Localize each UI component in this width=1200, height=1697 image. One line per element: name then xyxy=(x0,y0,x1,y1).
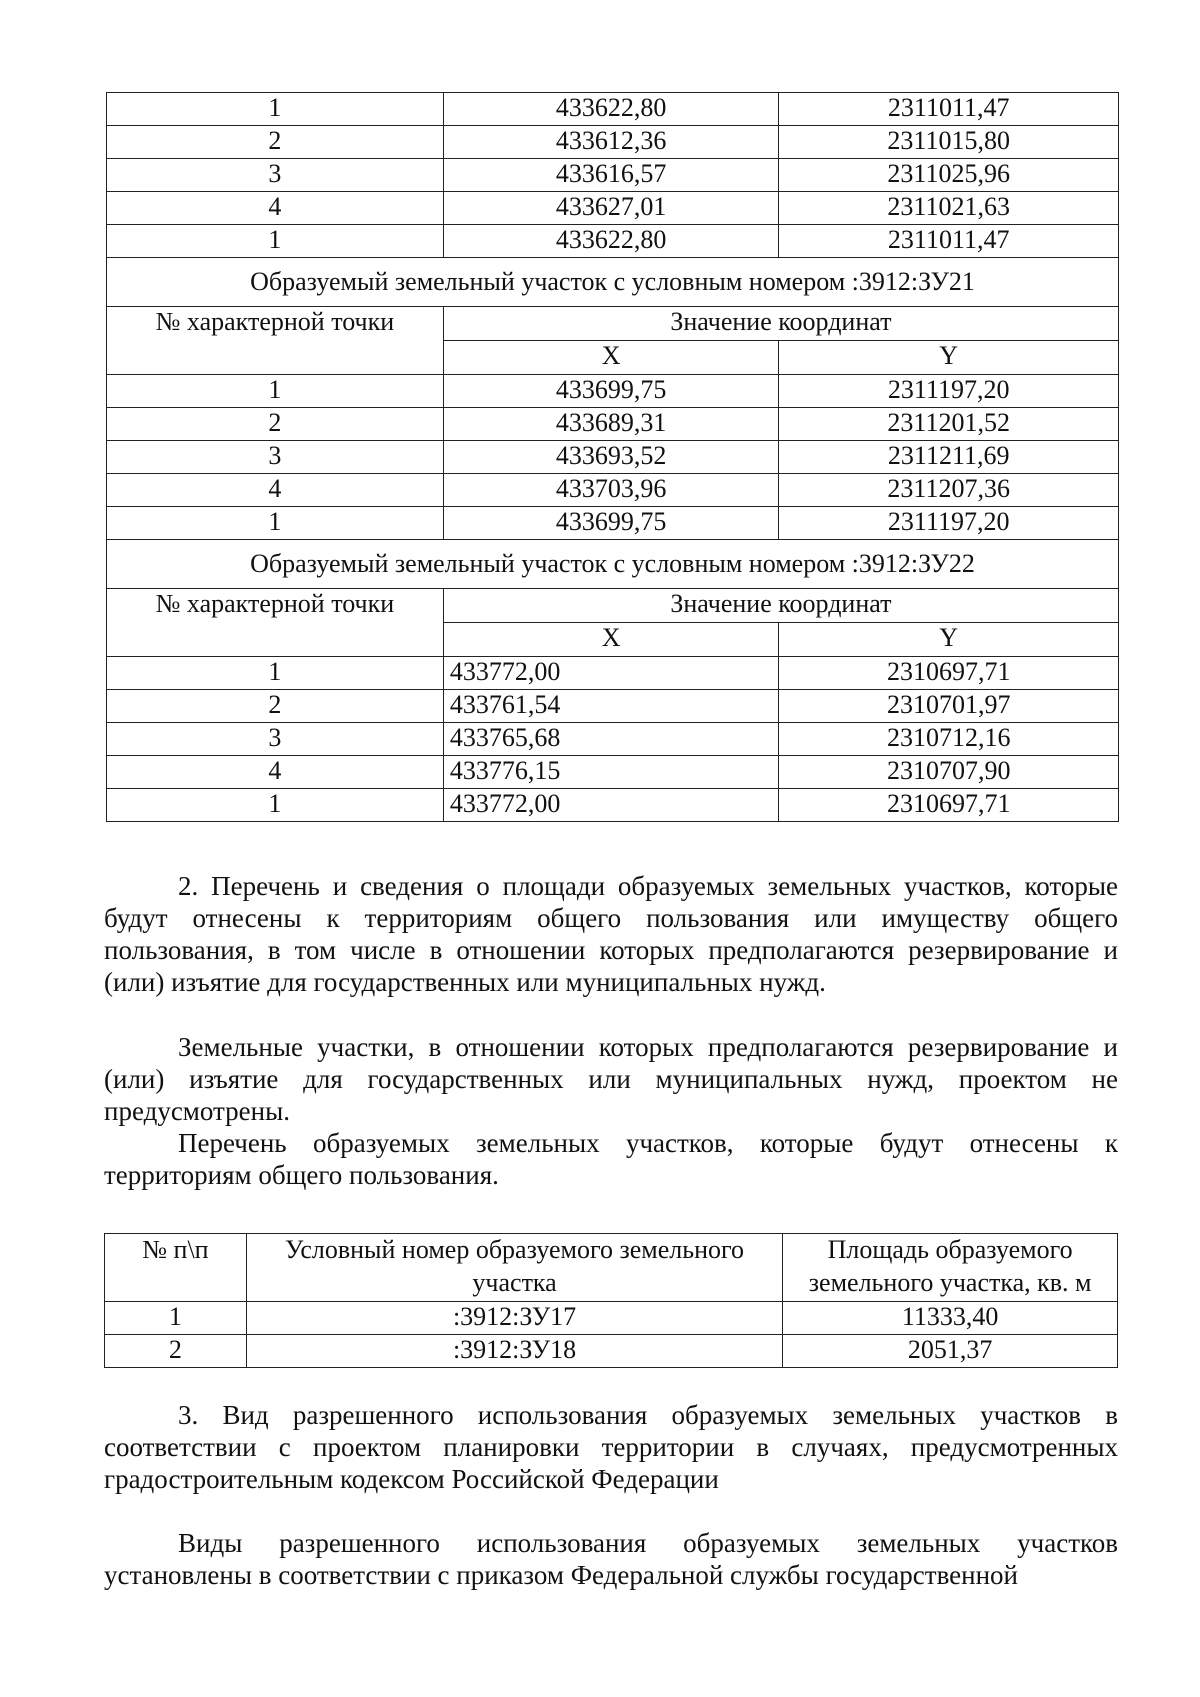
coord-x: 433612,36 xyxy=(443,126,779,159)
coord-x: 433627,01 xyxy=(443,192,779,225)
point-number: 2 xyxy=(107,126,444,159)
table-row xyxy=(107,507,1119,540)
coord-y: 2311201,52 xyxy=(779,408,1119,441)
table-row xyxy=(107,441,1119,474)
coords-column-header: Значение координат xyxy=(443,589,1118,623)
plot-number: :3912:ЗУ17 xyxy=(246,1302,782,1335)
coord-y: 2311211,69 xyxy=(779,441,1119,474)
point-number: 2 xyxy=(107,408,444,441)
coords-column-header: Значение координат xyxy=(443,307,1118,341)
section-3-paragraph-1: Виды разрешенного использования образуемых земельных участков установлены в соответствии с приказом Федеральной службы государственной xyxy=(104,1528,1118,1590)
coord-y: 2311197,20 xyxy=(779,375,1119,408)
table-row xyxy=(107,789,1119,822)
point-column-header: № характерной точки xyxy=(107,589,444,657)
coord-x: 433772,00 xyxy=(443,657,779,690)
public-plots-table xyxy=(104,1233,1118,1368)
coord-y: 2311011,47 xyxy=(779,225,1119,258)
coord-y: 2310701,97 xyxy=(779,690,1119,723)
point-number: 4 xyxy=(107,756,444,789)
coord-x: 433622,80 xyxy=(443,225,779,258)
coord-x: 433616,57 xyxy=(443,159,779,192)
section-2-heading: 2. Перечень и сведения о площади образуемых земельных участков, которые будут отнесены к территориям общего пользования или имуществу общего пользования, в том числе в отношении которых предполагаются резервирование и (или) изъятие для государственных или муниципальных нужд. xyxy=(104,871,1118,997)
table-row xyxy=(107,93,1119,126)
header-row xyxy=(105,1234,1118,1302)
table-row xyxy=(107,756,1119,789)
coord-x: 433772,00 xyxy=(443,789,779,822)
coord-x: 433765,68 xyxy=(443,723,779,756)
plot-area: 11333,40 xyxy=(783,1302,1118,1335)
coord-x: 433693,52 xyxy=(443,441,779,474)
row-number: 1 xyxy=(105,1302,247,1335)
coord-x: 433689,31 xyxy=(443,408,779,441)
coord-y: 2311025,96 xyxy=(779,159,1119,192)
point-number: 1 xyxy=(107,225,444,258)
coord-y: 2310712,16 xyxy=(779,723,1119,756)
coord-y: 2311021,63 xyxy=(779,192,1119,225)
coord-y: 2311197,20 xyxy=(779,507,1119,540)
table-row xyxy=(107,375,1119,408)
point-number: 1 xyxy=(107,375,444,408)
point-number: 1 xyxy=(107,93,444,126)
coord-y: 2311207,36 xyxy=(779,474,1119,507)
section-2-paragraph-1: Земельные участки, в отношении которых предполагаются резервирование и (или) изъятие для государственных или муниципальных нужд, проектом не предусмотрены. xyxy=(104,1032,1118,1126)
num-column-header: № п\п xyxy=(105,1234,247,1302)
plot-title-zu22: Образуемый земельный участок с условным номером :3912:ЗУ22 xyxy=(107,540,1119,589)
header-row xyxy=(107,307,1119,341)
row-number: 2 xyxy=(105,1335,247,1368)
coord-y: 2310707,90 xyxy=(779,756,1119,789)
table-row xyxy=(107,192,1119,225)
x-column-header: X xyxy=(443,623,779,657)
coord-y: 2311011,47 xyxy=(779,93,1119,126)
coord-y: 2310697,71 xyxy=(779,657,1119,690)
coord-x: 433703,96 xyxy=(443,474,779,507)
table-row xyxy=(107,126,1119,159)
point-number: 1 xyxy=(107,789,444,822)
table-row xyxy=(107,159,1119,192)
y-column-header: Y xyxy=(779,623,1119,657)
section-3-heading: 3. Вид разрешенного использования образуемых земельных участков в соответствии с проектом планировки территории в случаях, предусмотренных градостроительным кодексом Российской Федерации xyxy=(104,1400,1118,1494)
coordinates-table xyxy=(106,92,1119,822)
plot-title-row xyxy=(107,258,1119,307)
plot-title-row xyxy=(107,540,1119,589)
table-row xyxy=(107,408,1119,441)
point-number: 1 xyxy=(107,657,444,690)
coord-y: 2310697,71 xyxy=(779,789,1119,822)
point-number: 3 xyxy=(107,723,444,756)
table-row xyxy=(107,474,1119,507)
point-number: 4 xyxy=(107,192,444,225)
header-row xyxy=(107,589,1119,623)
plot-column-header: Условный номер образуемого земельного участка xyxy=(246,1234,782,1302)
point-number: 4 xyxy=(107,474,444,507)
y-column-header: Y xyxy=(779,341,1119,375)
point-number: 1 xyxy=(107,507,444,540)
area-column-header: Площадь образуемого земельного участка, кв. м xyxy=(783,1234,1118,1302)
point-number: 3 xyxy=(107,159,444,192)
plot-area: 2051,37 xyxy=(783,1335,1118,1368)
x-column-header: X xyxy=(443,341,779,375)
coord-x: 433699,75 xyxy=(443,375,779,408)
coord-x: 433699,75 xyxy=(443,507,779,540)
table-row xyxy=(107,225,1119,258)
table-row xyxy=(107,657,1119,690)
point-number: 3 xyxy=(107,441,444,474)
coord-y: 2311015,80 xyxy=(779,126,1119,159)
coord-x: 433776,15 xyxy=(443,756,779,789)
table-row xyxy=(105,1302,1118,1335)
point-column-header: № характерной точки xyxy=(107,307,444,375)
table-row xyxy=(105,1335,1118,1368)
plot-number: :3912:ЗУ18 xyxy=(246,1335,782,1368)
point-number: 2 xyxy=(107,690,444,723)
table-row xyxy=(107,723,1119,756)
coord-x: 433622,80 xyxy=(443,93,779,126)
section-2-paragraph-2: Перечень образуемых земельных участков, которые будут отнесены к территориям общего пользования. xyxy=(104,1128,1118,1190)
plot-title-zu21: Образуемый земельный участок с условным номером :3912:ЗУ21 xyxy=(107,258,1119,307)
table-row xyxy=(107,690,1119,723)
coord-x: 433761,54 xyxy=(443,690,779,723)
